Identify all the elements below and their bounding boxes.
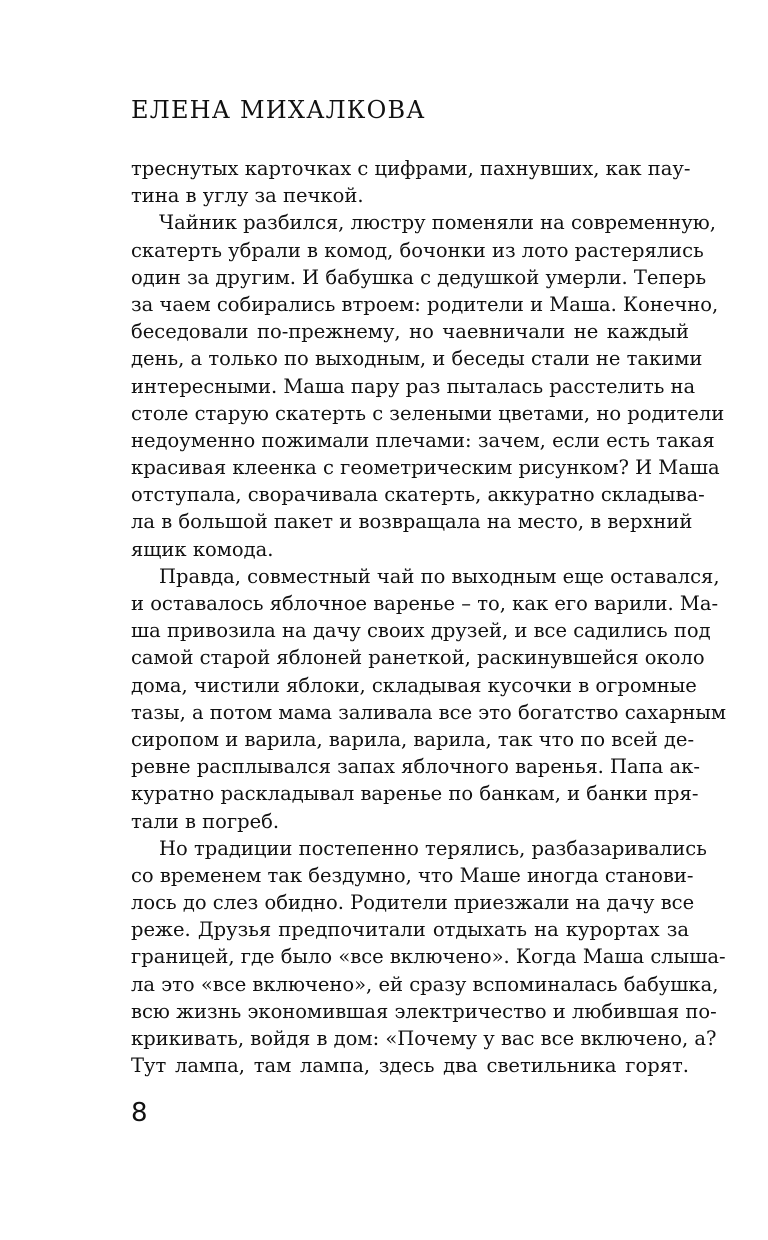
text-line: со временем так бездумно, что Маше иногда станови- xyxy=(131,863,694,887)
text-line: Но традиции постепенно терялись, разбазаривались xyxy=(159,836,707,860)
page-number: 8 xyxy=(131,1098,148,1128)
text-line: дома, чистили яблоки, складывая кусочки в огромные xyxy=(131,673,697,697)
text-line: границей, где было «все включено». Когда Маша слыша- xyxy=(131,945,726,969)
text-line: ша привозила на дачу своих друзей, и все садились под xyxy=(131,619,711,643)
text-line: и оставалось яблочное варенье – то, как его варили. Ма- xyxy=(131,592,719,615)
text-line: скатерть убрали в комод, бочонки из лото растерялись xyxy=(131,238,704,262)
text-line: крикивать, войдя в дом: «Почему у вас все включено, а? xyxy=(131,1027,717,1050)
text-line: куратно раскладывал варенье по банкам, и банки пря- xyxy=(131,782,699,806)
text-line: тали в погреб. xyxy=(131,809,280,833)
text-line: беседовали по-прежнему, но чаевничали не каждый xyxy=(131,320,689,344)
text-line: сиропом и варила, варила, варила, так что по всей де- xyxy=(131,727,695,751)
text-line: лось до слез обидно. Родители приезжали на дачу все xyxy=(131,891,695,915)
text-line: день, а только по выходным, и беседы стали не такими xyxy=(131,347,703,371)
text-line: отступала, сворачивала скатерть, аккуратно складыва- xyxy=(131,483,705,507)
text-line: Тут лампа, там лампа, здесь два светильника горят. xyxy=(131,1054,689,1078)
text-line: один за другим. И бабушка с дедушкой умерли. Теперь xyxy=(131,265,707,289)
text-line: реже. Друзья предпочитали отдыхать на курортах за xyxy=(131,918,689,942)
text-line: недоуменно пожимали плечами: зачем, если есть такая xyxy=(131,428,715,452)
text-line: треснутых карточках с цифрами, пахнувших, как пау- xyxy=(131,157,691,180)
text-line: Чайник разбился, люстру поменяли на современную, xyxy=(159,211,716,235)
text-line: самой старой яблоней ранеткой, раскинувшейся около xyxy=(131,646,705,670)
text-line: тина в углу за печкой. xyxy=(131,184,364,208)
text-line: красивая клеенка с геометрическим рисунком? И Маша xyxy=(131,456,720,480)
text-line: интересными. Маша пару раз пыталась расстелить на xyxy=(131,374,696,398)
text-line: ла это «все включено», ей сразу вспоминалась бабушка, xyxy=(131,972,719,996)
text-line: ла в большой пакет и возвращала на место, в верхний xyxy=(131,510,693,534)
text-line: за чаем собирались втроем: родители и Маша. Конечно, xyxy=(131,292,719,316)
text-line: ревне расплывался запах яблочного варенья. Папа ак- xyxy=(131,755,700,779)
body-text xyxy=(131,155,727,1079)
text-line: ящик комода. xyxy=(131,537,274,561)
text-line: столе старую скатерть с зелеными цветами, но родители xyxy=(131,401,725,425)
text-line: тазы, а потом мама заливала все это богатство сахарным xyxy=(131,700,727,724)
text-line: Правда, совместный чай по выходным еще оставался, xyxy=(159,564,720,588)
text-line: всю жизнь экономившая электричество и любившая по- xyxy=(131,999,717,1023)
running-head-author: ЕЛЕНА МИХАЛКОВА xyxy=(131,96,426,124)
